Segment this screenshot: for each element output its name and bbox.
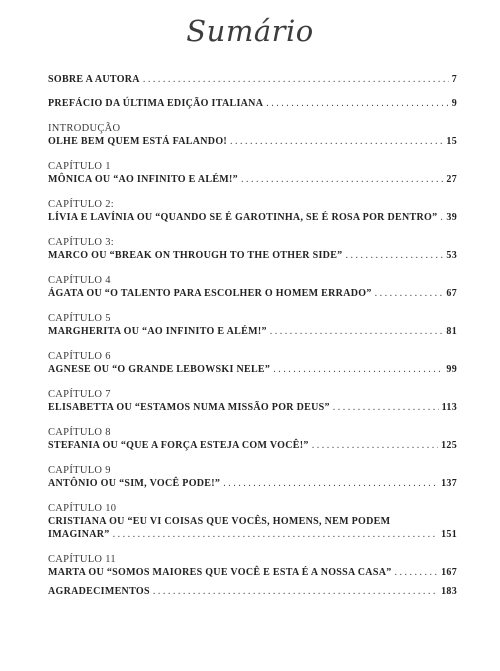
toc-entry-row	[48, 585, 457, 598]
toc-chapter-label: CAPÍTULO 3:	[48, 237, 115, 248]
toc-entry-row	[48, 363, 457, 376]
dot-leader	[143, 73, 449, 86]
toc-entry-row	[48, 439, 457, 452]
dot-leader	[273, 363, 443, 376]
toc-entry[interactable]	[48, 237, 457, 262]
toc-entry-row	[48, 325, 457, 338]
toc-entry-title: AGRADECIMENTOS	[48, 586, 150, 597]
dot-leader	[312, 439, 438, 452]
toc-entry-title: SOBRE A AUTORA	[48, 74, 140, 85]
table-of-contents	[48, 73, 457, 598]
toc-entry-title: MARGHERITA OU “AO INFINITO E ALÉM!”	[48, 326, 267, 337]
toc-entry-title: IMAGINAR”	[48, 529, 110, 540]
toc-page-number: 7	[451, 74, 457, 85]
toc-entry-title: OLHE BEM QUEM ESTÁ FALANDO!	[48, 136, 228, 147]
toc-entry[interactable]	[48, 585, 457, 598]
toc-entry[interactable]	[48, 161, 457, 186]
dot-leader	[223, 477, 438, 490]
toc-chapter-label: CAPÍTULO 2:	[48, 199, 115, 210]
toc-page-number: 99	[446, 364, 457, 375]
toc-chapter-label: CAPÍTULO 11	[48, 554, 116, 565]
toc-entry-title: MARCO OU “BREAK ON THROUGH TO THE OTHER SIDE”	[48, 250, 343, 261]
toc-chapter-label: CAPÍTULO 7	[48, 389, 111, 400]
dot-leader	[270, 325, 444, 338]
toc-entry-title: ÁGATA OU “O TALENTO PARA ESCOLHER O HOMEM ERRADO”	[48, 288, 372, 299]
toc-entry-row	[48, 401, 457, 414]
toc-chapter-label: CAPÍTULO 10	[48, 503, 117, 514]
toc-entry-row	[48, 477, 457, 490]
toc-page-number: 137	[441, 478, 457, 489]
toc-entry-row	[48, 135, 457, 148]
dot-leader	[345, 249, 443, 262]
toc-entry-title: ELISABETTA OU “ESTAMOS NUMA MISSÃO POR DEUS”	[48, 402, 330, 413]
toc-entry-row	[48, 173, 457, 186]
toc-entry-title: LÍVIA E LAVÍNIA OU “QUANDO SE É GAROTINHA, SE É ROSA POR DENTRO”	[48, 212, 438, 223]
toc-entry[interactable]	[48, 351, 457, 376]
dot-leader	[230, 135, 443, 148]
dot-leader	[266, 97, 448, 110]
toc-page-number: 27	[446, 174, 457, 185]
toc-entry-title: MARTA OU “SOMOS MAIORES QUE VOCÊ E ESTA É A NOSSA CASA”	[48, 567, 392, 578]
toc-page-number: 9	[451, 98, 457, 109]
toc-entry-row	[48, 211, 457, 224]
toc-chapter-label: CAPÍTULO 8	[48, 427, 111, 438]
toc-entry[interactable]	[48, 97, 457, 110]
dot-leader	[153, 585, 438, 598]
dot-leader	[333, 401, 439, 414]
toc-entry[interactable]	[48, 465, 457, 490]
dot-leader	[113, 528, 439, 541]
page-title: Sumário	[186, 14, 314, 48]
toc-page-number: 15	[446, 136, 457, 147]
toc-chapter-label: CAPÍTULO 6	[48, 351, 111, 362]
toc-entry-row	[48, 73, 457, 86]
toc-page-number: 151	[441, 529, 457, 540]
toc-page-number: 113	[441, 402, 457, 413]
toc-entry[interactable]	[48, 123, 457, 148]
toc-entry-row	[48, 528, 457, 541]
toc-entry[interactable]	[48, 427, 457, 452]
toc-chapter-label: CAPÍTULO 1	[48, 161, 111, 172]
toc-chapter-label: CAPÍTULO 9	[48, 465, 111, 476]
toc-page-number: 67	[446, 288, 457, 299]
toc-entry[interactable]	[48, 275, 457, 300]
toc-entry-row	[48, 249, 457, 262]
toc-page-number: 81	[446, 326, 457, 337]
dot-leader	[395, 566, 439, 579]
toc-entry-title: PREFÁCIO DA ÚLTIMA EDIÇÃO ITALIANA	[48, 98, 264, 109]
toc-entry-row	[48, 97, 457, 110]
dot-leader	[241, 173, 443, 186]
toc-page-number: 183	[441, 586, 457, 597]
toc-entry-title: STEFANIA OU “QUE A FORÇA ESTEJA COM VOCÊ!”	[48, 440, 309, 451]
toc-entry-title-line: CRISTIANA OU “EU VI COISAS QUE VOCÊS, HOMENS, NEM PODEM	[48, 516, 391, 527]
toc-entry[interactable]	[48, 73, 457, 86]
toc-chapter-label: CAPÍTULO 5	[48, 313, 111, 324]
toc-entry[interactable]	[48, 503, 457, 541]
toc-entry-row	[48, 566, 457, 579]
toc-page-number: 53	[446, 250, 457, 261]
toc-entry[interactable]	[48, 554, 457, 579]
toc-entry-title: MÔNICA OU “AO INFINITO E ALÉM!”	[48, 174, 238, 185]
toc-entry[interactable]	[48, 389, 457, 414]
toc-entry-title: ANTÔNIO OU “SIM, VOCÊ PODE!”	[48, 478, 221, 489]
toc-entry-title: AGNESE OU “O GRANDE LEBOWSKI NELE”	[48, 364, 271, 375]
toc-page-number: 39	[446, 212, 457, 223]
dot-leader	[375, 287, 444, 300]
toc-entry-row	[48, 287, 457, 300]
toc-entry[interactable]	[48, 199, 457, 224]
toc-page-number: 167	[441, 567, 457, 578]
toc-entry[interactable]	[48, 313, 457, 338]
toc-chapter-label: CAPÍTULO 4	[48, 275, 111, 286]
dot-leader	[440, 211, 443, 224]
toc-chapter-label: INTRODUÇÃO	[48, 123, 121, 134]
toc-page-number: 125	[441, 440, 457, 451]
